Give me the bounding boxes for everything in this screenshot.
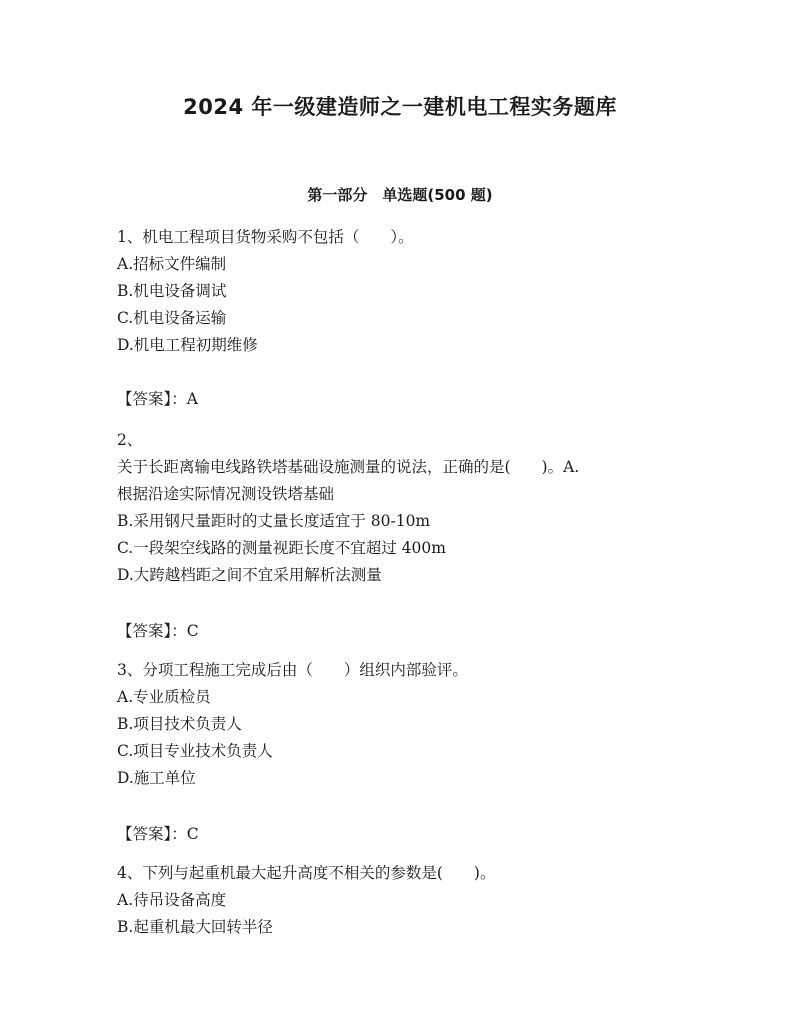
question-2-answer: 【答案】：C bbox=[117, 622, 199, 640]
question-2-option-a: 根据沿途实际情况测设铁塔基础 bbox=[117, 485, 335, 503]
question-1-option-a: A.招标文件编制 bbox=[117, 255, 227, 273]
question-1-option-c: C.机电设备运输 bbox=[117, 309, 227, 327]
question-4-option-b: B.起重机最大回转半径 bbox=[117, 918, 273, 936]
section-heading: 第一部分 单选题(500 题) bbox=[307, 186, 493, 204]
question-3-option-d: D.施工单位 bbox=[117, 769, 196, 787]
question-2-option-b: B.采用钢尺量距时的丈量长度适宜于 80-10m bbox=[117, 512, 431, 530]
question-1-stem: 1、机电工程项目货物采购不包括（ ）。 bbox=[117, 228, 414, 246]
question-2-option-c: C.一段架空线路的测量视距长度不宜超过 400m bbox=[117, 539, 446, 557]
question-3-answer: 【答案】：C bbox=[117, 825, 199, 843]
question-2-number: 2、 bbox=[117, 431, 143, 449]
question-3-option-b: B.项目技术负责人 bbox=[117, 715, 242, 733]
question-3-stem: 3、分项工程施工完成后由（ ）组织内部验评。 bbox=[117, 661, 468, 679]
question-1-answer: 【答案】：A bbox=[117, 390, 198, 408]
question-3-option-c: C.项目专业技术负责人 bbox=[117, 742, 273, 760]
question-1-option-d: D.机电工程初期维修 bbox=[117, 336, 258, 354]
question-3-option-a: A.专业质检员 bbox=[117, 688, 211, 706]
question-4-stem: 4、下列与起重机最大起升高度不相关的参数是( )。 bbox=[117, 864, 496, 882]
question-2-option-d: D.大跨越档距之间不宜采用解析法测量 bbox=[117, 566, 382, 584]
question-2-stem: 关于长距离输电线路铁塔基础设施测量的说法，正确的是( )。A. bbox=[117, 458, 580, 476]
document-title: 2024 年一级建造师之一建机电工程实务题库 bbox=[183, 95, 617, 119]
question-1-option-b: B.机电设备调试 bbox=[117, 282, 227, 300]
question-4-option-a: A.待吊设备高度 bbox=[117, 891, 227, 909]
